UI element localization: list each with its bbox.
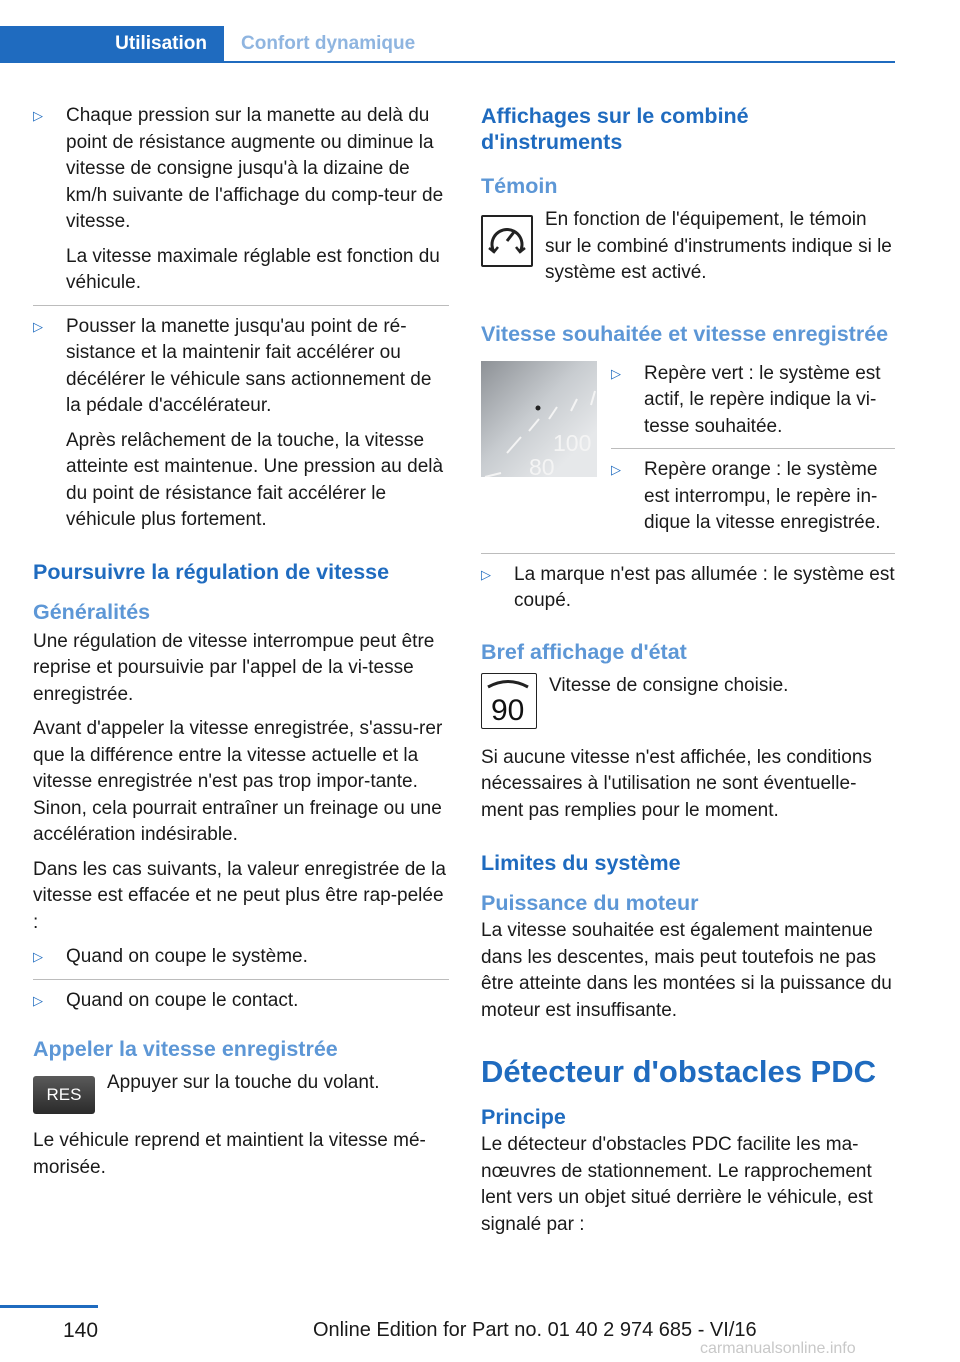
res-instruction (33, 1070, 449, 1114)
right-column (481, 103, 895, 1246)
paragraph: Chaque pression sur la manette au delà du point de résistance augmente ou diminue la vitesse de consigne jusqu'à la dizaine de km/h suivante de l'affichage du comp‐teur de vitesse. (66, 105, 444, 232)
page-header (0, 0, 960, 62)
edition-note: Online Edition for Part no. 01 40 2 974 685 - VI/16 (313, 1319, 757, 1341)
subsection-heading: Témoin (481, 174, 558, 198)
paragraph: Une régulation de vitesse interrompue peut être reprise et poursuivie par l'appel de la vi‐tesse enregistrée. (33, 630, 435, 705)
section-tab-confort[interactable]: Confort dynamique (241, 33, 416, 54)
triangle-bullet-icon: ▷ (611, 462, 621, 477)
set-speed-90-icon (481, 673, 537, 729)
subsection-heading: Appeler la vitesse enregistrée (33, 1037, 338, 1061)
paragraph: Le détecteur d'obstacles PDC facilite les ma‐nœuvres de stationnement. Le rapprochement lent vers un objet situé derrière le véhicule, est signalé par : (481, 1134, 873, 1235)
paragraph: Après relâchement de la touche, la vitesse atteinte est maintenue. Une pression au delà du point de résistance fait accélérer le véhicule plus fortement. (66, 429, 444, 530)
paragraph: La vitesse souhaitée est également maintenue dans les descentes, mais peut toutefois ne pas être atteinte dans les montées si la puissance du moteur est insuffisante. (481, 920, 892, 1021)
paragraph: Vitesse de consigne choisie. (549, 674, 789, 696)
cruise-control-icon (481, 215, 533, 267)
left-column (33, 103, 449, 1189)
paragraph: Avant d'appeler la vitesse enregistrée, s'assu‐rer que la différence entre la vitesse actuelle et la vitesse enregistrée n'est pas trop impor‐tante. Sinon, cela pourrait entraîner un freinage ou une accélération indésirable. (33, 718, 443, 845)
section-heading: Principe (481, 1105, 566, 1129)
page-number: 140 (63, 1319, 99, 1342)
section-tab-utilisation[interactable]: Utilisation (0, 26, 224, 62)
subsection-heading: Vitesse souhaitée et vitesse enregistrée (481, 321, 889, 346)
triangle-bullet-icon: ▷ (481, 566, 491, 582)
speedometer-image (481, 361, 597, 477)
watermark: carmanualsonline.info (700, 1340, 856, 1357)
triangle-bullet-icon: ▷ (33, 318, 43, 334)
res-button-icon: RES (33, 1076, 95, 1114)
paragraph: Quand on coupe le contact. (66, 989, 299, 1011)
list-item (611, 361, 895, 450)
paragraph: Repère vert : le système est actif, le repère indique la vi‐tesse souhaitée. (644, 362, 881, 437)
list-item (481, 553, 895, 615)
paragraph: Le véhicule reprend et maintient la vitesse mé‐morisée. (33, 1130, 426, 1178)
list-item (611, 457, 895, 537)
paragraph: En fonction de l'équipement, le témoin sur le combiné d'instruments indique si le système est activé. (545, 209, 892, 283)
header-rule (0, 61, 895, 63)
bref-block (481, 673, 895, 729)
triangle-bullet-icon: ▷ (33, 992, 43, 1008)
paragraph: Dans les cas suivants, la valeur enregistrée de la vitesse est effacée et ne peut plus être rap‐pelée : (33, 858, 446, 933)
list-item (33, 988, 449, 1015)
list-item (33, 314, 449, 534)
icon-90-label: 90 (491, 693, 525, 727)
section-heading: Affichages sur le combiné d'instruments (481, 104, 749, 154)
paragraph: La marque n'est pas allumée : le système est coupé. (514, 563, 895, 611)
subsection-heading: Puissance du moteur (481, 891, 699, 915)
triangle-bullet-icon: ▷ (611, 365, 621, 381)
list-item (33, 103, 449, 306)
paragraph: La vitesse maximale réglable est fonction du véhicule. (66, 245, 440, 293)
subsection-heading: Généralités (33, 599, 151, 624)
speedo-label-100: 100 (553, 429, 592, 456)
chapter-heading: Détecteur d'obstacles PDC (481, 1054, 876, 1089)
paragraph: Quand on coupe le système. (66, 946, 308, 967)
speedo-label-80: 80 (529, 453, 555, 477)
paragraph: Pousser la manette jusqu'au point de ré‐sistance et la maintenir fait accélérer ou décélérer le véhicule sans actionnement de la pédale d'accélérateur. (66, 315, 432, 416)
paragraph: Appuyer sur la touche du volant. (107, 1072, 380, 1093)
temoin-block (481, 207, 895, 295)
paragraph: Repère orange : le système est interrompu, le repère in‐dique la vitesse enregistrée. (644, 459, 881, 533)
speedo-block (481, 361, 895, 545)
section-heading: Limites du système (481, 851, 681, 875)
list-item (33, 944, 449, 980)
section-heading: Poursuivre la régulation de vitesse (33, 559, 390, 584)
triangle-bullet-icon: ▷ (33, 949, 43, 964)
footer-rule (0, 1305, 98, 1308)
subsection-heading: Bref affichage d'état (481, 639, 687, 664)
paragraph: Si aucune vitesse n'est affichée, les conditions nécessaires à l'utilisation ne sont éventuelle‐ment pas remplies pour le moment. (481, 746, 872, 821)
triangle-bullet-icon: ▷ (33, 108, 43, 123)
